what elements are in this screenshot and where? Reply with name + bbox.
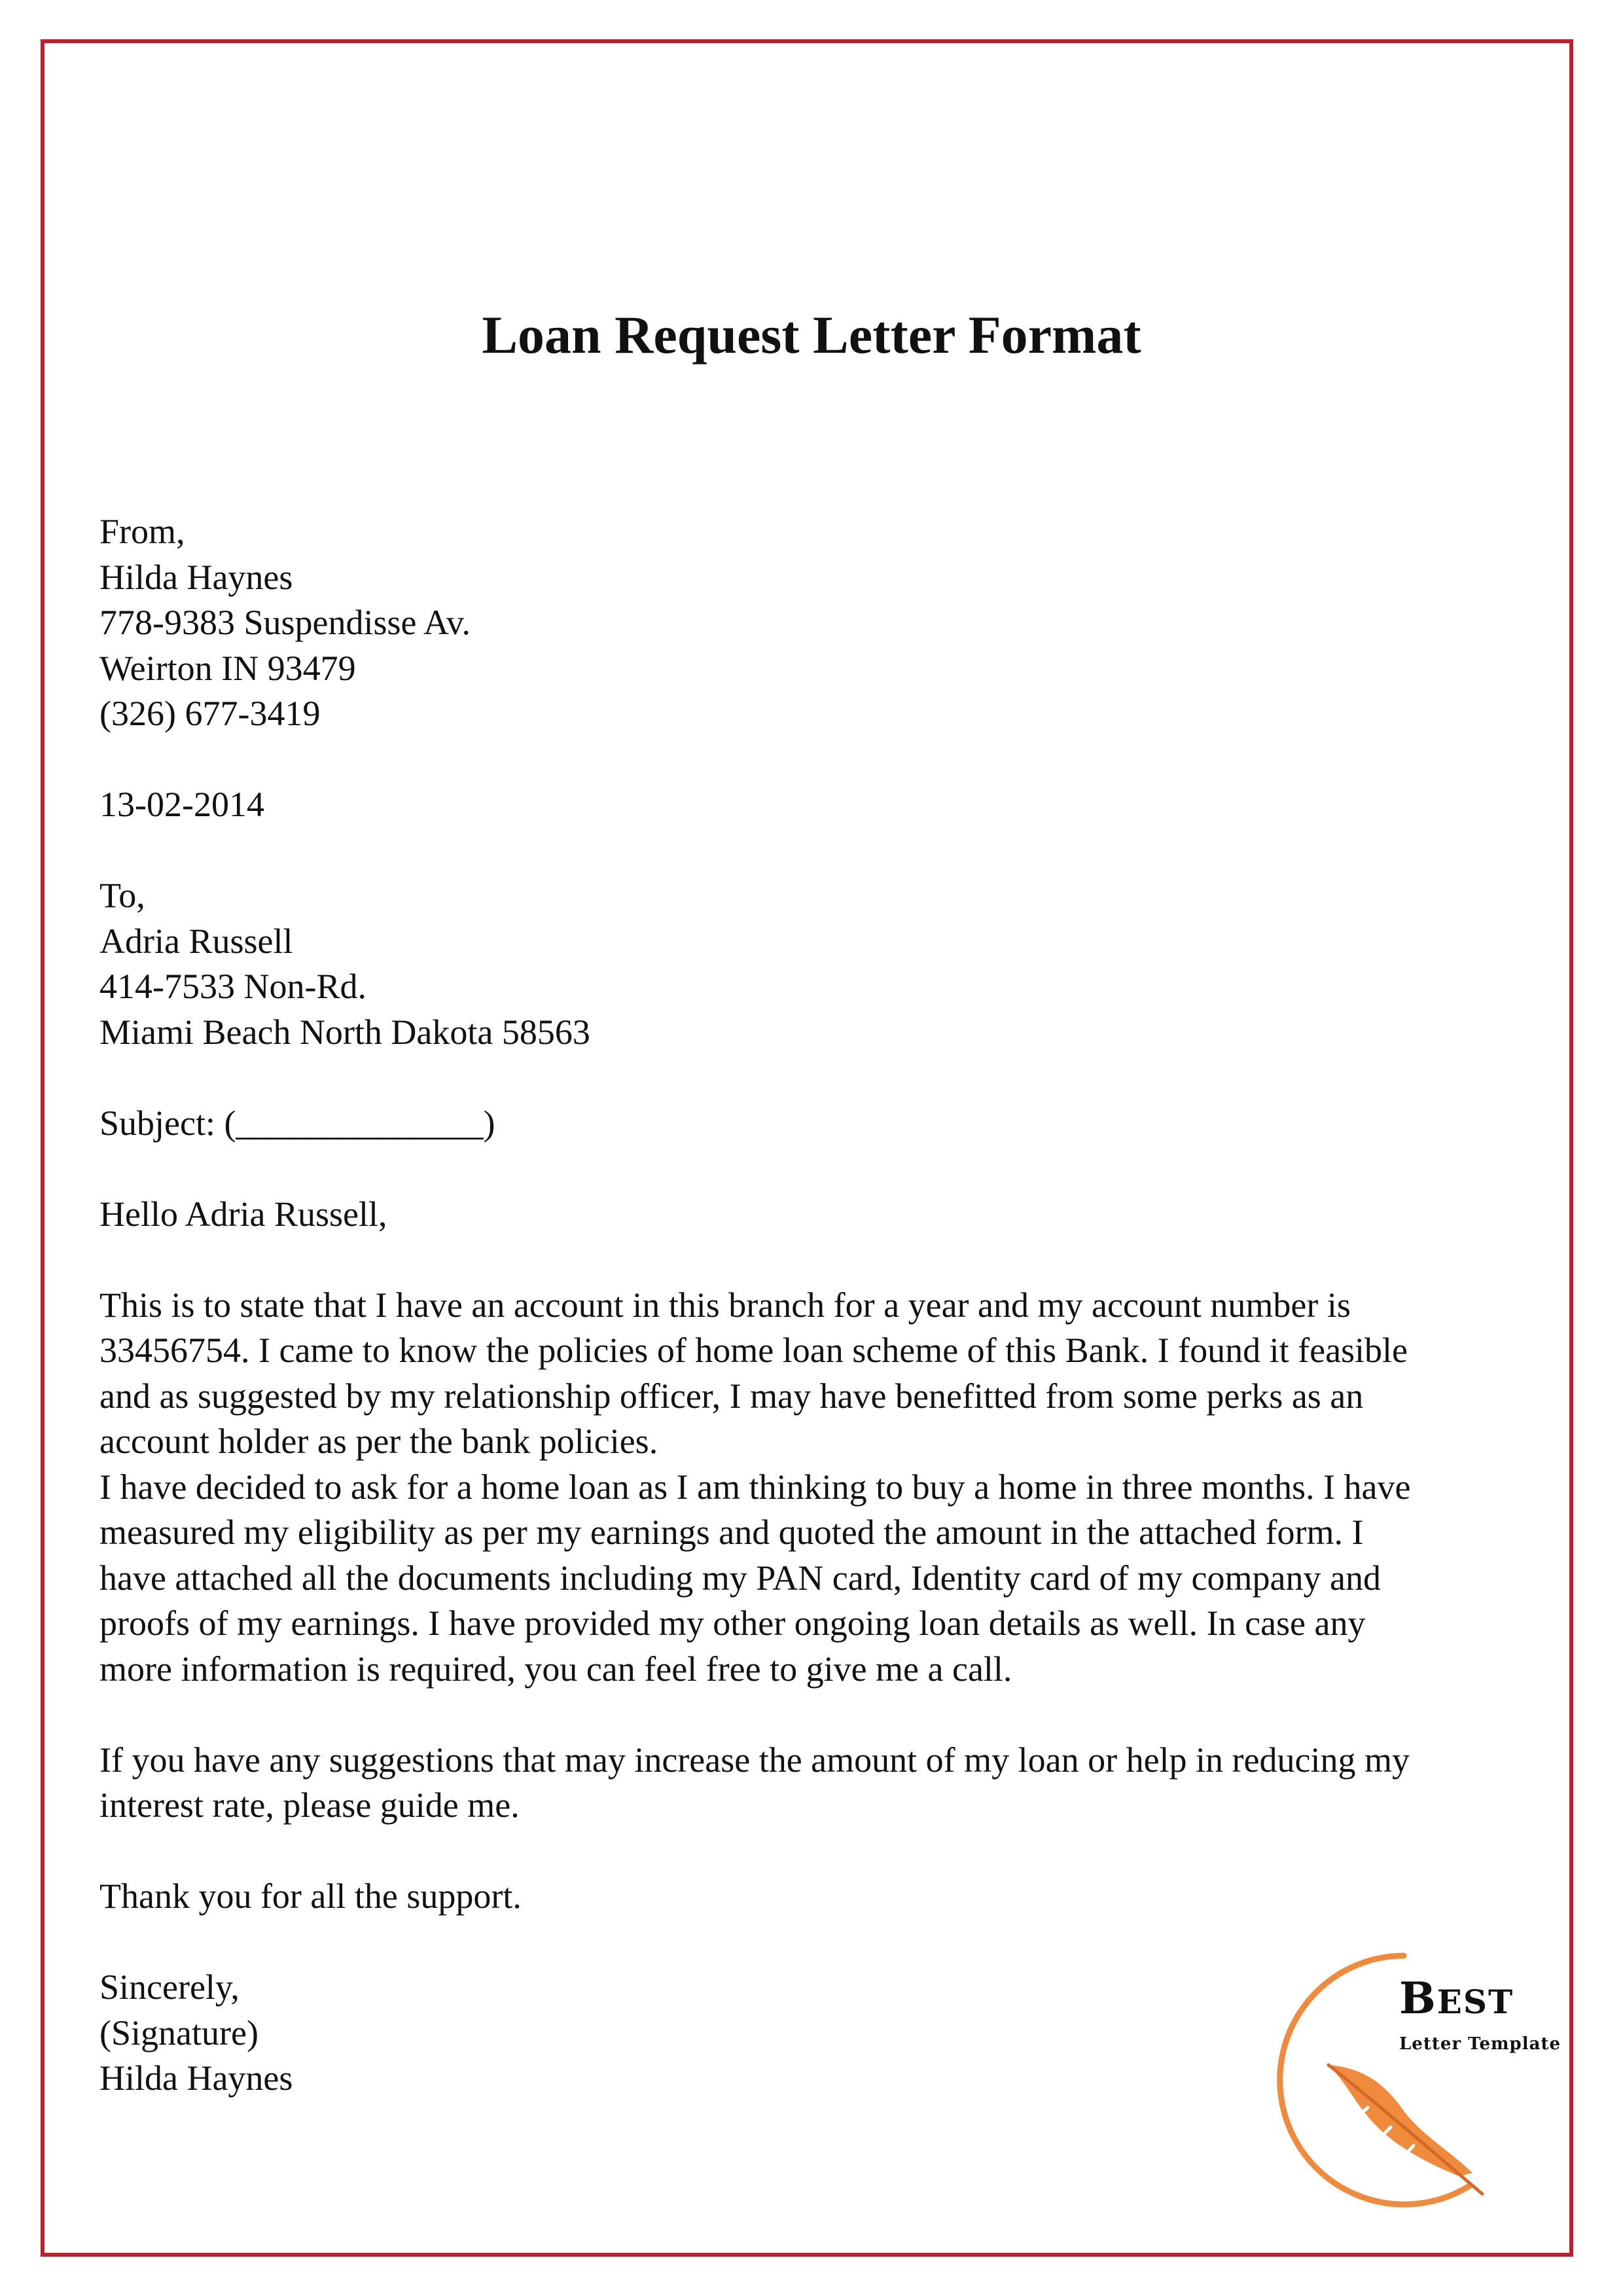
- paragraph-1: [99, 1283, 1526, 1465]
- best-letter-template-logo: [1257, 1937, 1571, 2225]
- recipient-label: To,: [99, 876, 145, 915]
- recipient-address-line2: Miami Beach North Dakota 58563: [99, 1012, 590, 1052]
- sender-name: Hilda Haynes: [99, 557, 293, 597]
- paragraph-line: measured my eligibility as per my earnings and quoted the amount in the attached form. I: [99, 1513, 1364, 1552]
- sender-phone: (326) 677-3419: [99, 694, 321, 733]
- paragraph-line: If you have any suggestions that may increase the amount of my loan or help in reducing my: [99, 1740, 1410, 1780]
- paragraph-2: [99, 1465, 1526, 1693]
- paragraph-line: interest rate, please guide me.: [99, 1785, 520, 1825]
- paragraph-line: account holder as per the bank policies.: [99, 1422, 658, 1461]
- sender-label: From,: [99, 512, 185, 551]
- paragraph-line: more information is required, you can feel free to give me a call.: [99, 1649, 1012, 1689]
- logo-wordmark: [1399, 1975, 1514, 2025]
- paragraph-3: [99, 1738, 1526, 1829]
- paragraph-4: Thank you for all the support.: [99, 1876, 522, 1916]
- paragraph-line: This is to state that I have an account in this branch for a year and my account number is: [99, 1285, 1351, 1325]
- sender-address-line2: Weirton IN 93479: [99, 648, 356, 688]
- sender-block: [99, 509, 1526, 737]
- paragraph-line: have attached all the documents including my PAN card, Identity card of my company and: [99, 1558, 1381, 1598]
- letter-body: [99, 509, 1526, 2102]
- recipient-address-line1: 414-7533 Non-Rd.: [99, 967, 366, 1006]
- paragraph-line: I have decided to ask for a home loan as I am thinking to buy a home in three months. I have: [99, 1467, 1411, 1507]
- subject-line: Subject: (______________): [99, 1103, 495, 1143]
- logo-subtitle: Letter Template: [1399, 2034, 1561, 2054]
- paragraph-line: 33456754. I came to know the policies of home loan scheme of this Bank. I found it feasible: [99, 1331, 1408, 1370]
- recipient-name: Adria Russell: [99, 921, 293, 961]
- signature-placeholder: (Signature): [99, 2013, 259, 2053]
- letter-date: 13-02-2014: [99, 785, 264, 824]
- sender-address-line1: 778-9383 Suspendisse Av.: [99, 603, 471, 642]
- recipient-block: [99, 873, 1526, 1055]
- paragraph-line: proofs of my earnings. I have provided my other ongoing loan details as well. In case any: [99, 1604, 1366, 1643]
- closing-name: Hilda Haynes: [99, 2058, 293, 2098]
- paragraph-line: and as suggested by my relationship officer, I may have benefitted from some perks as an: [99, 1376, 1364, 1416]
- valediction: Sincerely,: [99, 1967, 240, 2007]
- page-title: Loan Request Letter Format: [482, 305, 1141, 365]
- logo-rest: EST: [1436, 1982, 1514, 2021]
- greeting: Hello Adria Russell,: [99, 1194, 387, 1234]
- logo-initial: B: [1399, 1973, 1437, 2024]
